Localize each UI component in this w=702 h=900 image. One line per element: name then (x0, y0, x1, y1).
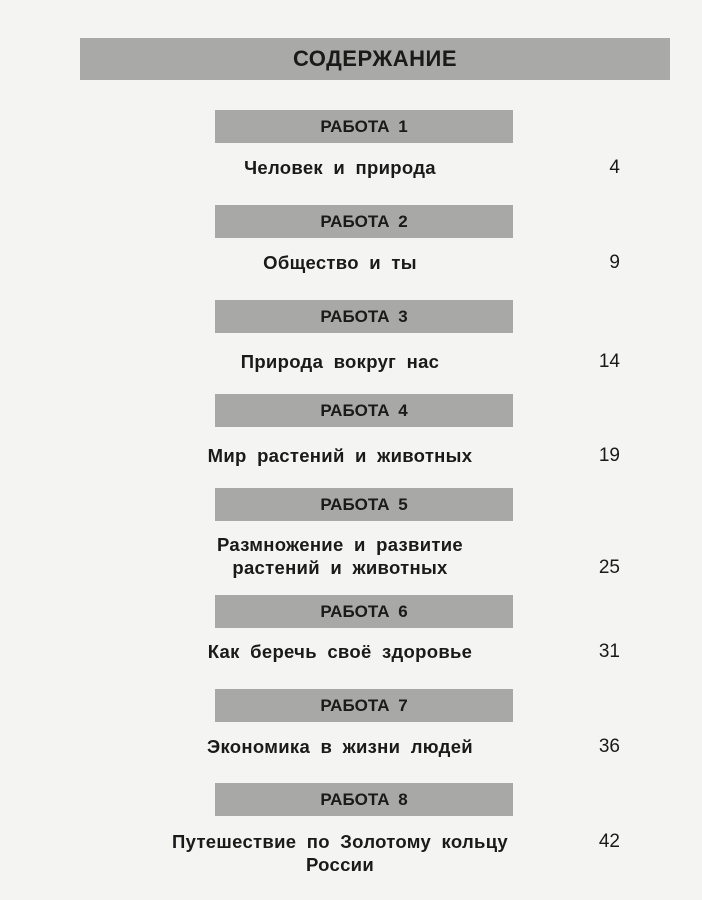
work-7-page: 36 (598, 736, 620, 757)
work-5-page: 25 (598, 557, 620, 578)
work-2-header: РАБОТА 2 (215, 205, 513, 238)
work-2-page: 9 (609, 252, 620, 273)
work-5-header: РАБОТА 5 (215, 488, 513, 521)
work-7-topic[interactable]: Экономика в жизни людей (207, 736, 473, 757)
work-8-topic-line1[interactable]: Путешествие по Золотому кольцу (172, 831, 508, 852)
work-8-page: 42 (598, 831, 620, 852)
work-6-topic[interactable]: Как беречь своё здоровье (207, 641, 473, 662)
work-6-header: РАБОТА 6 (215, 595, 513, 628)
work-3-page: 14 (598, 351, 620, 372)
work-2-topic[interactable]: Общество и ты (263, 252, 417, 273)
work-8-topic-line2[interactable]: России (305, 854, 375, 875)
work-1-topic[interactable]: Человек и природа (244, 157, 436, 178)
work-4-page: 19 (598, 445, 620, 466)
work-1-page: 4 (609, 157, 620, 178)
work-6-page: 31 (598, 641, 620, 662)
work-5-topic-line1[interactable]: Размножение и развитие (217, 534, 463, 555)
page-title: СОДЕРЖАНИЕ (80, 38, 670, 80)
work-3-topic[interactable]: Природа вокруг нас (240, 351, 440, 372)
work-4-header: РАБОТА 4 (215, 394, 513, 427)
work-4-topic[interactable]: Мир растений и животных (207, 445, 473, 466)
work-5-topic-line2[interactable]: растений и животных (232, 557, 448, 578)
work-7-header: РАБОТА 7 (215, 689, 513, 722)
work-3-header: РАБОТА 3 (215, 300, 513, 333)
work-8-header: РАБОТА 8 (215, 783, 513, 816)
work-1-header: РАБОТА 1 (215, 110, 513, 143)
